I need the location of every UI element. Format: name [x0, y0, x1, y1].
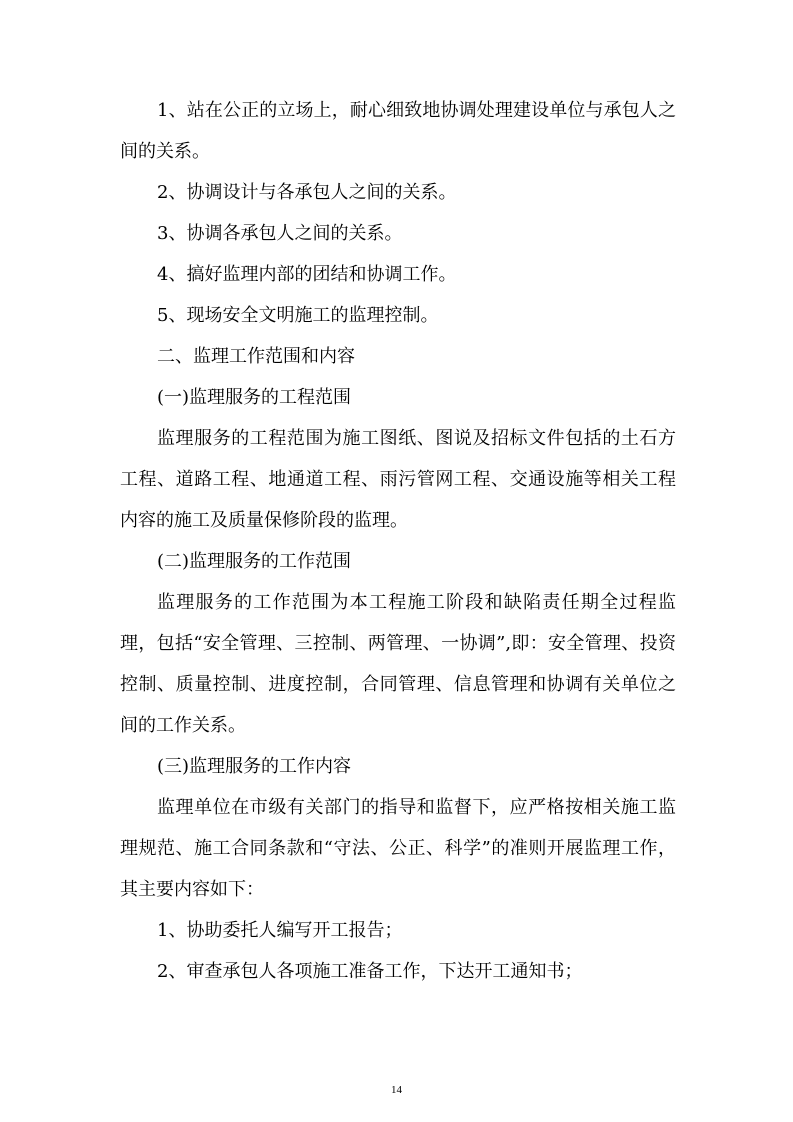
section-heading-scope-content: 二、监理工作范围和内容: [157, 346, 355, 367]
list-item-start-report: 1、协助委托人编写开工报告；: [157, 920, 403, 941]
page-number: 14: [391, 1084, 402, 1096]
paragraph-engineering-scope: 监理服务的工程范围为施工图纸、图说及招标文件包括的土石方工程、道路工程、地通道工程、雨污管网工程、交通设施等相关工程内容的施工及质量保修阶段的监理。: [120, 428, 676, 531]
list-item-review-preparation: 2、审查承包人各项施工准备工作，下达开工通知书；: [157, 961, 583, 982]
subheading-engineering-scope: (一)监理服务的工程范围: [157, 387, 352, 408]
paragraph-site-safety: 5、现场安全文明施工的监理控制。: [157, 305, 439, 326]
subheading-work-scope: (二)监理服务的工作范围: [157, 551, 352, 572]
paragraph-work-scope: 监理服务的工作范围为本工程施工阶段和缺陷责任期全过程监理，包括“安全管理、三控制、两管理、一协调”,即：安全管理、投资控制、质量控制、进度控制，合同管理、信息管理和协调有关单位之间的工作关系。: [120, 592, 676, 736]
paragraph-work-content: 监理单位在市级有关部门的指导和监督下，应严格按相关施工监理规范、施工合同条款和“守法、公正、科学”的准则开展监理工作，其主要内容如下：: [120, 797, 676, 900]
document-body: [120, 90, 676, 992]
subheading-work-content: (三)监理服务的工作内容: [157, 756, 352, 777]
paragraph-coordinate-employer-contractor: 1、站在公正的立场上，耐心细致地协调处理建设单位与承包人之间的关系。: [120, 100, 676, 162]
paragraph-coordinate-design: 2、协调设计与各承包人之间的关系。: [157, 182, 457, 203]
paragraph-coordinate-contractors: 3、协调各承包人之间的关系。: [157, 223, 403, 244]
paragraph-internal-unity: 4、搞好监理内部的团结和协调工作。: [157, 264, 457, 285]
